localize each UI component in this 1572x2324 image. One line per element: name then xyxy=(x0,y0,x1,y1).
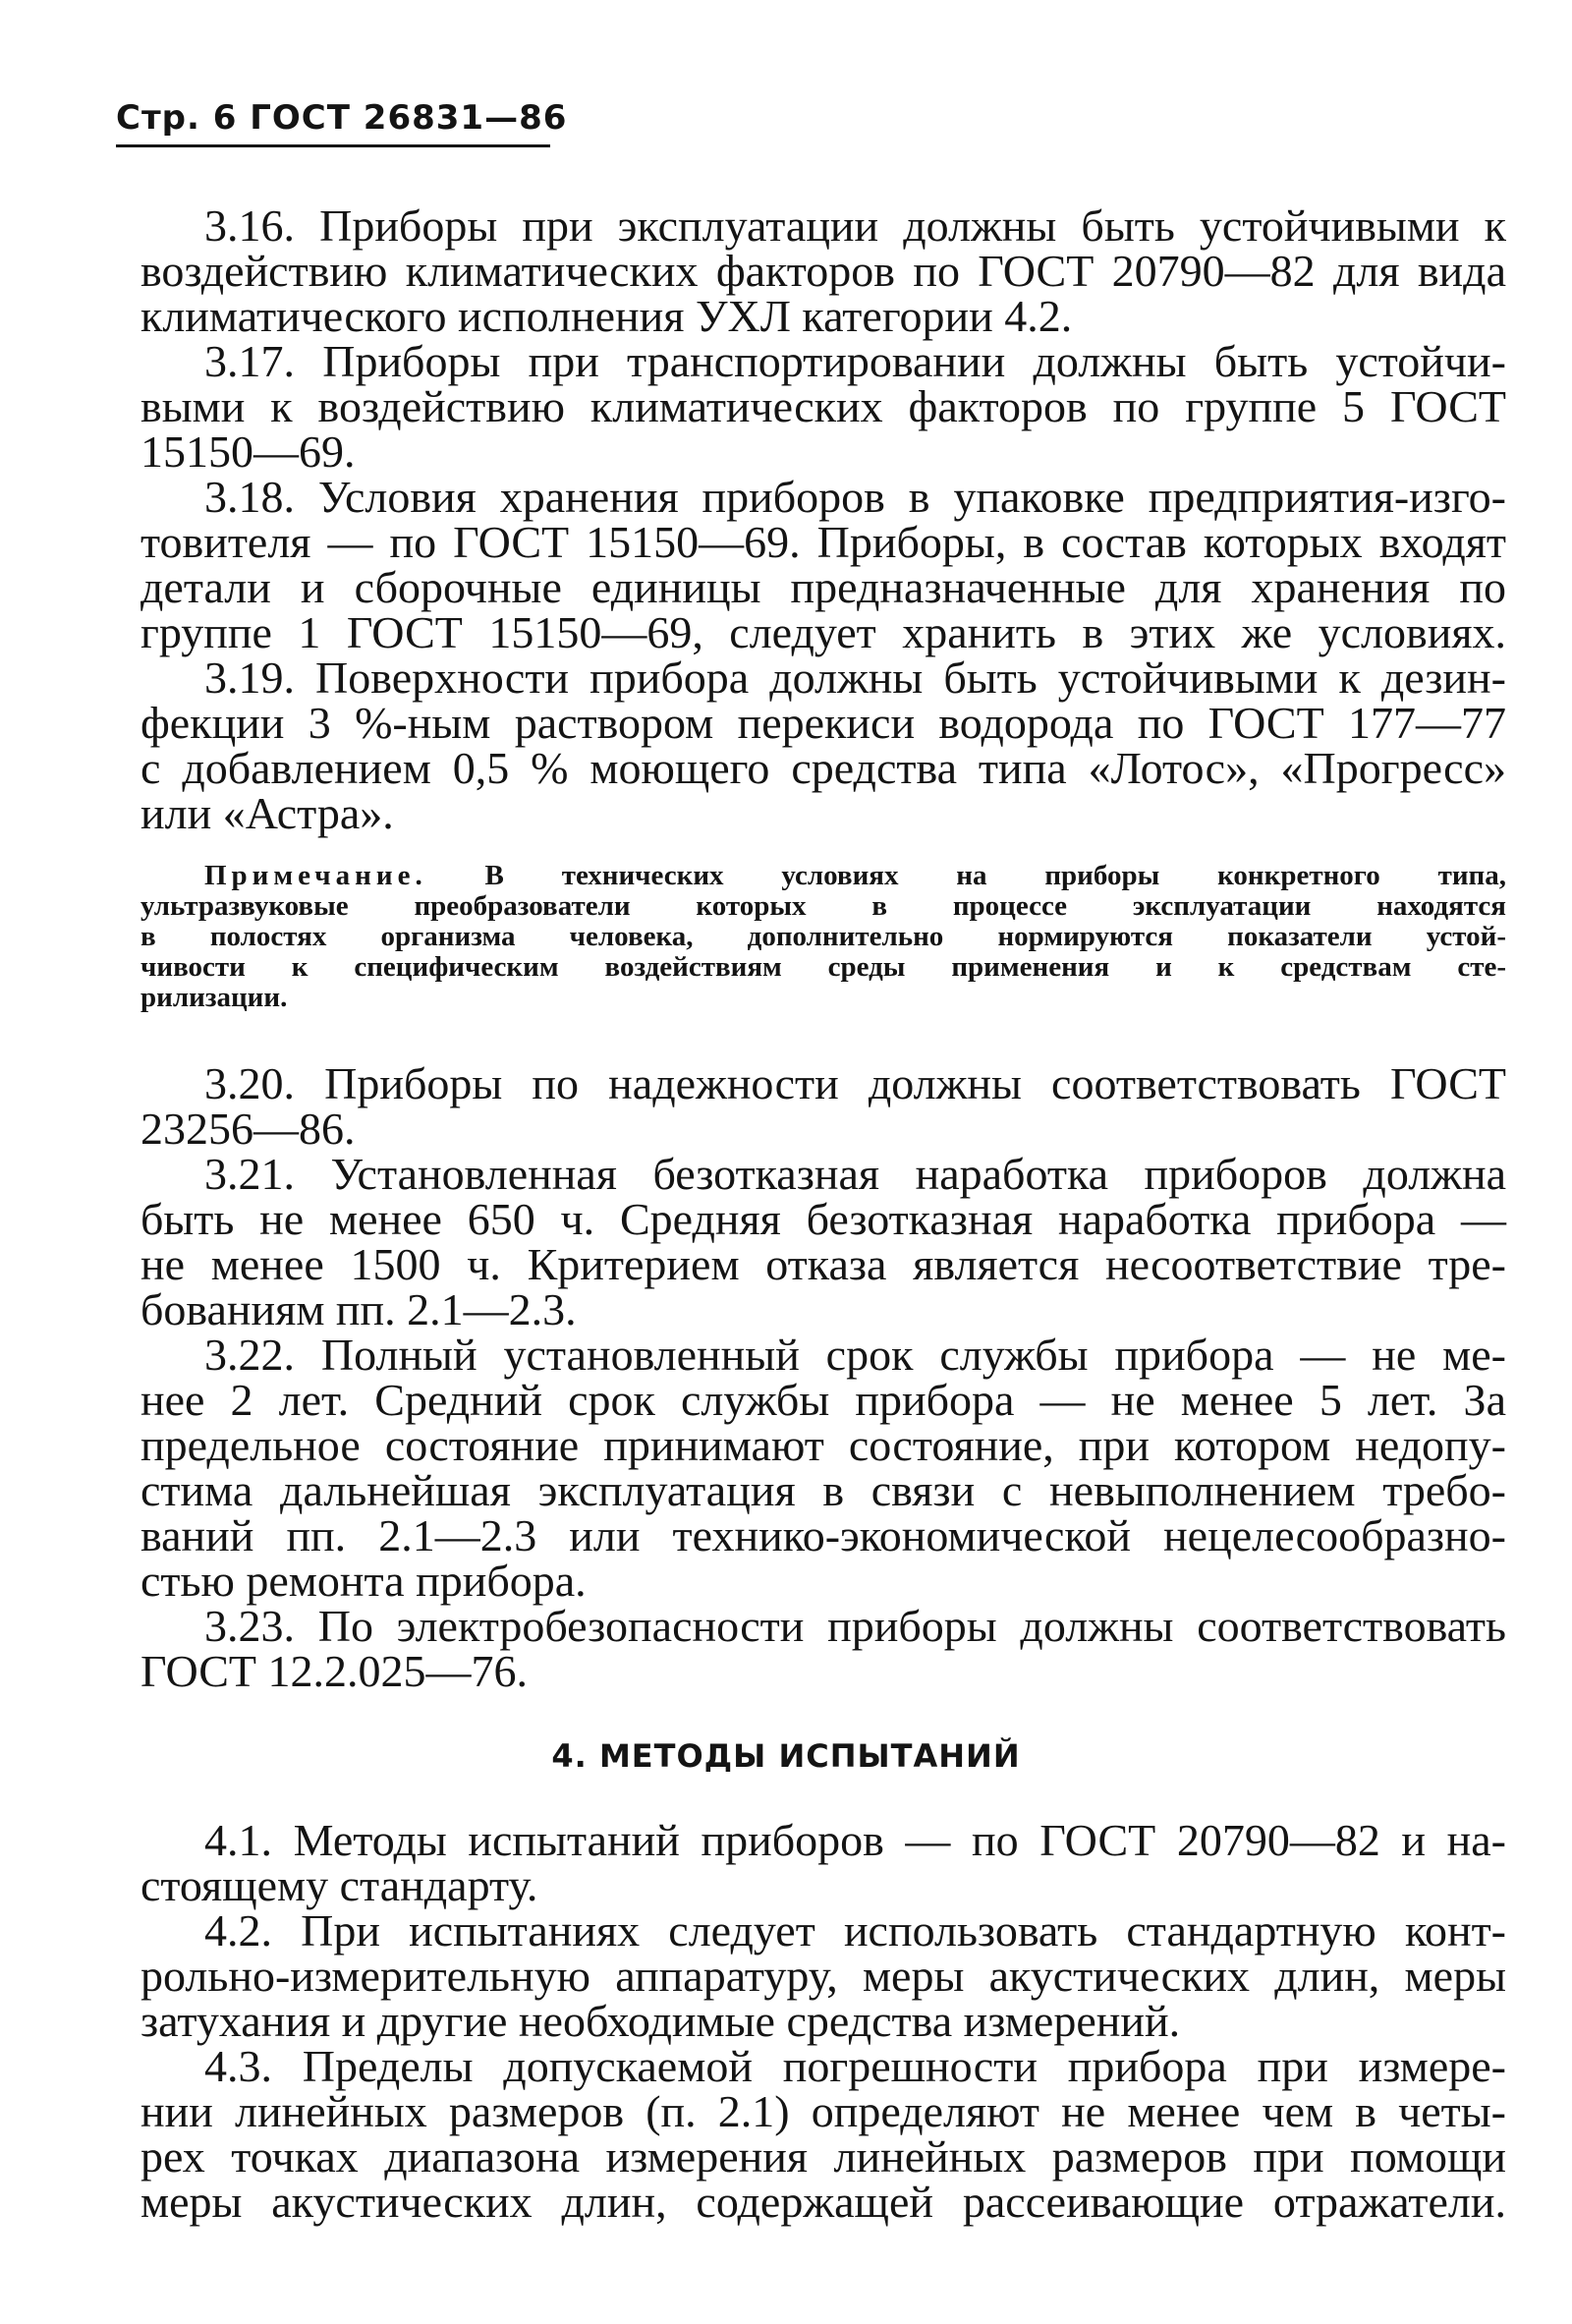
p42-line-1: 4.2. При испытаниях следует использовать стандартную конт- xyxy=(204,1905,1506,1956)
p43-line-4: меры акустических длин, содержащей рассеивающие отражатели. xyxy=(140,2177,1506,2227)
header-rule xyxy=(116,144,550,147)
p41-line-2: стоящему стандарту. xyxy=(140,1860,538,1910)
p318-line-3: детали и сборочные единицы предназначенные для хранения по xyxy=(140,562,1506,612)
note-label: Примечание. xyxy=(204,860,427,891)
p322-line-6: стью ремонта прибора. xyxy=(140,1556,587,1606)
note-line-2: ультразвуковые преобразователи которых в процессе эксплуатации находятся xyxy=(140,890,1506,922)
p319-line-4: или «Астра». xyxy=(140,788,394,838)
page-header: Стр. 6 ГОСТ 26831—86 xyxy=(116,98,568,138)
p43-line-2: нии линейных размеров (п. 2.1) определяют не менее чем в четы- xyxy=(140,2086,1506,2136)
section-4-heading: 4. МЕТОДЫ ИСПЫТАНИЙ xyxy=(551,1737,1021,1775)
note-line-3: в полостях организма человека, дополнительно нормируются показатели устой- xyxy=(140,921,1506,952)
p321-line-4: бованиям пп. 2.1—2.3. xyxy=(140,1284,577,1334)
p318-line-2: товителя — по ГОСТ 15150—69. Приборы, в состав которых входят xyxy=(140,517,1506,567)
p317-line-2: выми к воздействию климатических факторов по группе 5 ГОСТ xyxy=(140,381,1506,431)
p322-line-5: ваний пп. 2.1—2.3 или технико-экономической нецелесообразно- xyxy=(140,1510,1506,1560)
p321-line-1: 3.21. Установленная безотказная наработка приборов должна xyxy=(204,1149,1506,1199)
note-line-1 xyxy=(204,861,1506,890)
p42-line-2: рольно-измерительную аппаратуру, меры акустических длин, меры xyxy=(140,1951,1506,2001)
p320-line-1: 3.20. Приборы по надежности должны соответствовать ГОСТ xyxy=(204,1058,1506,1108)
note-line-4: чивости к специфическим воздействиям среды применения и к средствам сте- xyxy=(140,951,1506,983)
p319-line-2: фекции 3 %-ным раствором перекиси водорода по ГОСТ 177—77 xyxy=(140,698,1506,748)
p316-line-2: воздействию климатических факторов по ГОСТ 20790—82 для вида xyxy=(140,246,1506,296)
p322-line-3: предельное состояние принимают состояние, при котором недопу- xyxy=(140,1420,1506,1470)
p43-line-1: 4.3. Пределы допускаемой погрешности прибора при измере- xyxy=(204,2041,1506,2091)
p323-line-2: ГОСТ 12.2.025—76. xyxy=(140,1646,529,1696)
p317-line-3: 15150—69. xyxy=(140,426,356,477)
p317-line-1: 3.17. Приборы при транспортировании должны быть устойчи- xyxy=(204,336,1506,386)
p320-line-2: 23256—86. xyxy=(140,1104,356,1154)
p321-line-2: быть не менее 650 ч. Средняя безотказная наработка прибора — xyxy=(140,1194,1506,1244)
p316-line-3: климатического исполнения УХЛ категории 4.2. xyxy=(140,291,1073,341)
p323-line-1: 3.23. По электробезопасности приборы должны соответствовать xyxy=(204,1601,1506,1651)
p42-line-3: затухания и другие необходимые средства измерений. xyxy=(140,1996,1181,2046)
p318-line-4: группе 1 ГОСТ 15150—69, следует хранить в этих же условиях. xyxy=(140,607,1506,657)
p319-line-1: 3.19. Поверхности прибора должны быть устойчивыми к дезин- xyxy=(204,652,1506,703)
p322-line-4: стима дальнейшая эксплуатация в связи с невыполнением требо- xyxy=(140,1465,1506,1515)
p41-line-1: 4.1. Методы испытаний приборов — по ГОСТ 20790—82 и на- xyxy=(204,1815,1506,1865)
p316-line-1: 3.16. Приборы при эксплуатации должны быть устойчивыми к xyxy=(204,200,1506,251)
p319-line-3: с добавлением 0,5 % моющего средства типа «Лотос», «Прогресс» xyxy=(140,743,1506,793)
p322-line-1: 3.22. Полный установленный срок службы прибора — не ме- xyxy=(204,1330,1506,1380)
p43-line-3: рех точках диапазона измерения линейных размеров при помощи xyxy=(140,2131,1506,2182)
p321-line-3: не менее 1500 ч. Критерием отказа является несоответствие тре- xyxy=(140,1239,1506,1289)
note-line-5: рилизации. xyxy=(140,982,288,1013)
p318-line-1: 3.18. Условия хранения приборов в упаковке предприятия-изго- xyxy=(204,472,1506,522)
note-first-rest: В технических условиях на приборы конкретного типа, xyxy=(484,860,1506,891)
p322-line-2: нее 2 лет. Средний срок службы прибора — не менее 5 лет. За xyxy=(140,1375,1506,1425)
